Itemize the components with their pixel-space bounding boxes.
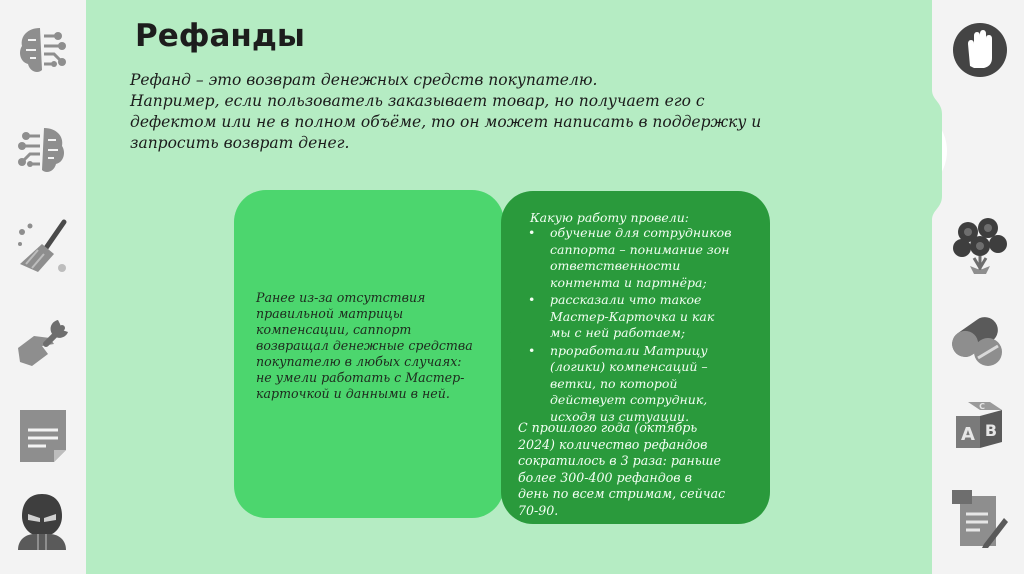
- intro-line: Рефанд – это возврат денежных средств покупателю.: [130, 71, 598, 89]
- abc-blocks-icon: [952, 398, 1008, 454]
- intro-line: дефектом или не в полном объёме, то он может написать в поддержку и: [130, 113, 762, 131]
- before-line: покупателю в любых случаях:: [256, 354, 462, 369]
- intro-line: запросить возврат денег.: [130, 134, 350, 152]
- robot-head-icon: [14, 492, 70, 550]
- list-item: [527, 225, 763, 291]
- before-card-text: [256, 290, 496, 402]
- list-item-line: действует сотрудник,: [550, 392, 708, 407]
- brain-circuit-icon: [14, 22, 70, 78]
- slide-title: Рефанды: [135, 18, 305, 54]
- before-line: компенсации, саппорт: [256, 322, 412, 337]
- list-item-line: Мастер-Карточка и как: [550, 308, 715, 324]
- before-line: карточкой и данными в ней.: [256, 386, 450, 401]
- document-icon: [16, 408, 70, 464]
- before-line: не умели работать с Мастер-: [256, 370, 465, 385]
- list-item-line: ветки, по которой: [550, 375, 678, 391]
- result-line: 2024) количество рефандов: [518, 436, 708, 452]
- broom-sweep-icon: [14, 218, 72, 276]
- flowers-icon: [952, 216, 1008, 276]
- form-pencil-icon: [950, 488, 1008, 550]
- list-item: [527, 343, 763, 426]
- list-item-line: саппорта – понимание зон: [550, 241, 730, 257]
- hand-stop-icon: [952, 22, 1008, 78]
- result-line: более 300-400 рефандов в: [518, 469, 692, 485]
- result-line: С прошлого года (октябрь: [518, 420, 698, 435]
- list-item: [527, 292, 763, 342]
- list-item-line: ответственности: [550, 258, 681, 273]
- slide-edge-notch: [930, 90, 944, 220]
- svg-text:B: B: [984, 421, 998, 440]
- work-done-heading: Какую работу провели:: [530, 210, 689, 225]
- result-paragraph: [518, 420, 768, 519]
- list-item-line: • обучение для сотрудников: [550, 225, 732, 240]
- svg-text:A: A: [961, 424, 975, 445]
- pill-icon: [948, 308, 1008, 368]
- before-line: правильной матрицы: [256, 306, 404, 321]
- before-line: Ранее из-за отсутствия: [256, 290, 426, 305]
- intro-paragraph: [130, 70, 850, 154]
- result-line: сократилось в 3 раза: раньше: [518, 453, 721, 468]
- result-line: день по всем стримам, сейчас: [518, 486, 726, 501]
- list-item-line: исходя из ситуации.: [550, 408, 690, 424]
- list-item-line: контента и партнёра;: [550, 274, 707, 290]
- svg-text:C: C: [979, 402, 985, 411]
- hand-wrench-icon: [14, 314, 72, 372]
- before-line: возвращал денежные средства: [256, 338, 473, 353]
- list-item-line: мы с ней работаем;: [550, 325, 686, 340]
- brain-circuit-icon: [14, 122, 70, 178]
- intro-line: Например, если пользователь заказывает товар, но получает его с: [130, 92, 705, 110]
- left-icon-rail: [0, 0, 86, 574]
- work-done-list: [527, 225, 763, 426]
- list-item-line: (логики) компенсаций –: [550, 359, 708, 374]
- result-line: 70-90.: [518, 502, 559, 518]
- card-connector-arrow: [493, 326, 515, 366]
- list-item-line: • проработали Матрицу: [550, 342, 708, 358]
- list-item-line: • рассказали что такое: [550, 292, 702, 307]
